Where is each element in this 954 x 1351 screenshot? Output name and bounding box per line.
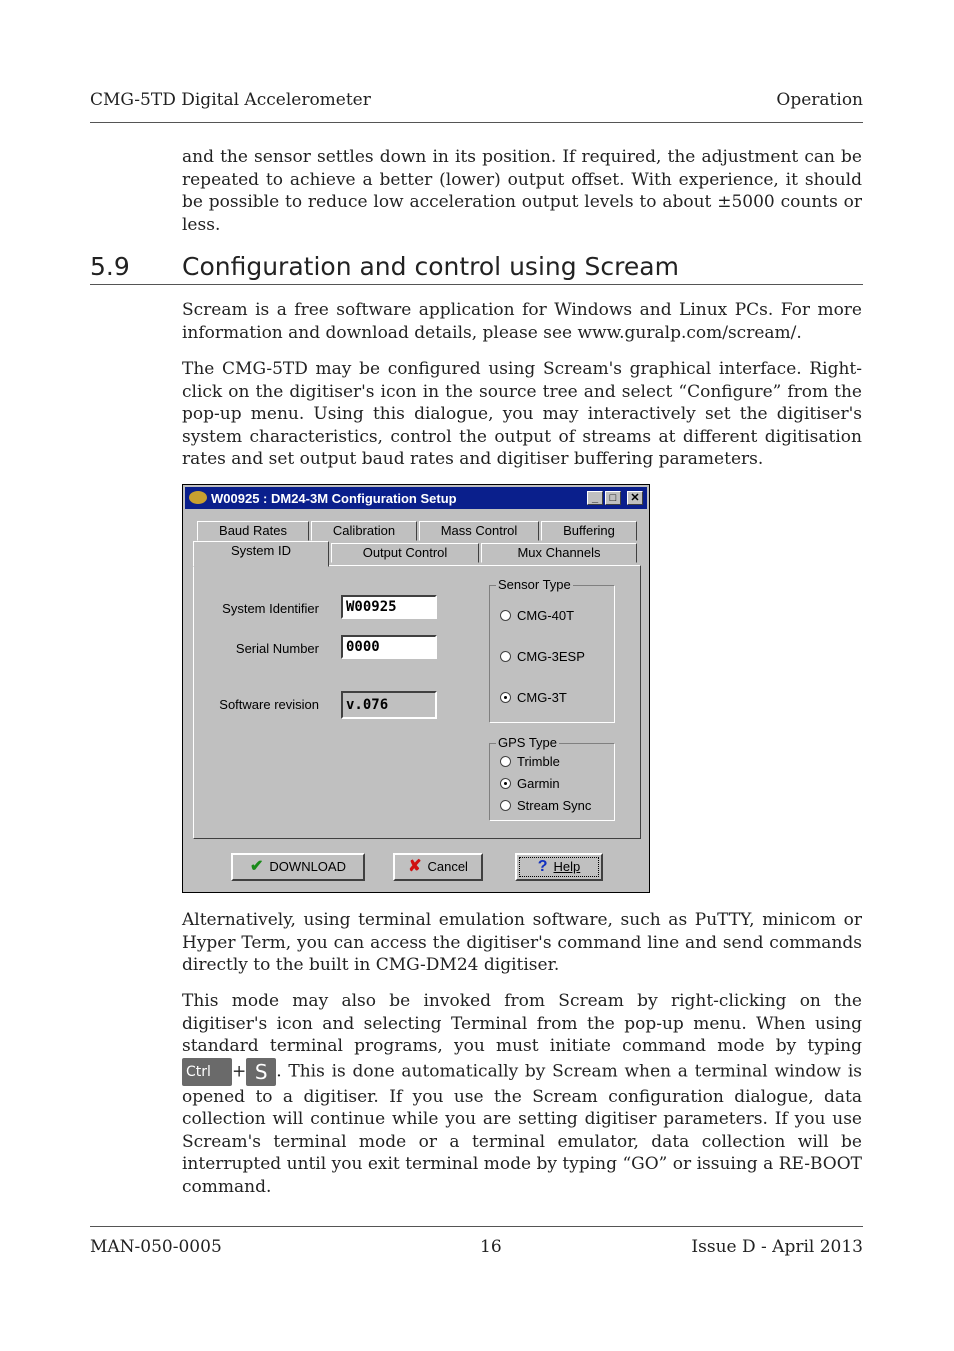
system-identifier-input[interactable]: W00925 — [341, 595, 437, 619]
radio-on-icon — [500, 692, 511, 703]
tab-buffering[interactable]: Buffering — [541, 521, 637, 541]
footer-issue: Issue D - April 2013 — [691, 1237, 863, 1257]
serial-number-label: Serial Number — [235, 641, 319, 656]
paragraph-3 — [182, 358, 862, 471]
tab-baud-rates[interactable]: Baud Rates — [197, 521, 309, 541]
radio-trimble-label: Trimble — [517, 754, 560, 769]
paragraph-5-text — [182, 990, 862, 1198]
help-button[interactable] — [515, 853, 603, 881]
paragraph-5-first: This mode may also be invoked from Scream by right-clicking on the digitiser's icon and selecting Terminal from the pop-up menu. When using standard terminal programs, you must initiate command mode by typing — [182, 991, 862, 1056]
section-rule — [90, 284, 863, 285]
dialog-titlebar — [185, 487, 647, 509]
tab-mass-control[interactable]: Mass Control — [419, 521, 539, 541]
footer-rule — [90, 1226, 863, 1227]
radio-garmin-label: Garmin — [517, 776, 560, 791]
software-revision-field: v.076 — [341, 691, 437, 719]
header-title: CMG-5TD Digital Accelerometer — [90, 90, 371, 110]
radio-cmg-3esp-label: CMG-3ESP — [517, 649, 585, 664]
radio-off-icon — [500, 800, 511, 811]
dialog-title: W00925 : DM24-3M Configuration Setup — [211, 491, 457, 506]
tab-system-id[interactable]: System ID — [193, 541, 329, 567]
paragraph-5-rest: . This is done automatically by Scream when a terminal window is opened to a digitiser. If you use the Scream configuration dialogue, data collection will continue while you are setting digitiser parameters. If you use Scream's terminal mode or a terminal emulator, data collection will be interrupted until you exit terminal mode by typing “GO” or issuing a RE-BOOT command. — [182, 1061, 862, 1197]
question-icon: ? — [537, 858, 548, 875]
radio-cmg-3t-label: CMG-3T — [517, 690, 567, 705]
checkmark-icon: ✔ — [250, 858, 264, 875]
paragraph-1 — [182, 146, 862, 236]
tab-calibration[interactable]: Calibration — [311, 521, 417, 541]
section-title: Configuration and control using Scream — [182, 252, 679, 281]
ctrl-key: Ctrl — [182, 1058, 232, 1086]
cancel-button[interactable] — [393, 853, 483, 881]
s-key: S — [246, 1058, 276, 1086]
radio-cmg-40t-label: CMG-40T — [517, 608, 575, 623]
download-button[interactable] — [231, 853, 365, 881]
plus-sign: + — [232, 1061, 247, 1081]
cancel-button-label: Cancel — [427, 859, 468, 874]
radio-cmg-3t[interactable] — [500, 690, 567, 705]
tab-mux-channels[interactable]: Mux Channels — [481, 543, 637, 563]
header-section: Operation — [776, 90, 863, 110]
radio-trimble[interactable] — [500, 754, 560, 769]
minimize-icon[interactable]: _ — [587, 491, 603, 505]
radio-cmg-3esp[interactable] — [500, 649, 585, 664]
download-button-label: DOWNLOAD — [269, 859, 346, 874]
section-number: 5.9 — [90, 252, 130, 281]
tab-output-control[interactable]: Output Control — [331, 543, 479, 563]
paragraph-5 — [182, 990, 862, 1198]
footer-page-number: 16 — [480, 1237, 502, 1257]
paragraph-4 — [182, 909, 862, 977]
sensor-type-group — [489, 577, 615, 723]
radio-stream-sync-label: Stream Sync — [517, 798, 592, 813]
paragraph-1-text: and the sensor settles down in its position. If required, the adjustment can be repeated to achieve a better (lower) output offset. With experience, it should be possible to reduce low acceleration output levels to about ±5000 counts or less. — [182, 147, 862, 235]
radio-garmin[interactable] — [500, 776, 560, 791]
radio-off-icon — [500, 756, 511, 767]
maximize-icon[interactable]: □ — [605, 491, 621, 505]
serial-number-input[interactable]: 0000 — [341, 635, 437, 659]
paragraph-2-text: Scream is a free software application for Windows and Linux PCs. For more information and download details, please see www.guralp.com/scream/. — [182, 300, 862, 343]
cross-icon: ✘ — [408, 858, 422, 875]
page-header — [90, 90, 863, 112]
config-dialog — [182, 484, 650, 893]
paragraph-2 — [182, 299, 862, 344]
sensor-type-title: Sensor Type — [498, 577, 571, 592]
header-rule — [90, 122, 863, 123]
gps-type-title: GPS Type — [498, 735, 558, 750]
paragraph-4-text: Alternatively, using terminal emulation software, such as PuTTY, minicom or Hyper Term, you can access the digitiser's command line and send commands directly to the built in CMG-DM24 digitiser. — [182, 910, 862, 975]
footer-doc-number: MAN-050-0005 — [90, 1237, 222, 1257]
close-icon[interactable]: ✕ — [627, 491, 643, 505]
radio-cmg-40t[interactable] — [500, 608, 574, 623]
radio-stream-sync[interactable] — [500, 798, 591, 813]
app-icon — [189, 491, 207, 504]
radio-off-icon — [500, 651, 511, 662]
radio-on-icon — [500, 778, 511, 789]
help-button-label: Help — [553, 859, 581, 874]
system-identifier-label: System Identifier — [222, 601, 319, 616]
software-revision-label: Software revision — [219, 697, 319, 712]
radio-off-icon — [500, 610, 511, 621]
paragraph-3-text: The CMG-5TD may be configured using Scream's graphical interface. Right-click on the digitiser's icon in the source tree and select “Configure” from the pop-up menu. Using this dialogue, you may interactively set the digitiser's system characteristics, control the output of streams at different digitisation rates and set output baud rates and digitiser buffering parameters. — [182, 359, 862, 469]
section-heading — [90, 252, 863, 282]
gps-type-group — [489, 735, 615, 821]
